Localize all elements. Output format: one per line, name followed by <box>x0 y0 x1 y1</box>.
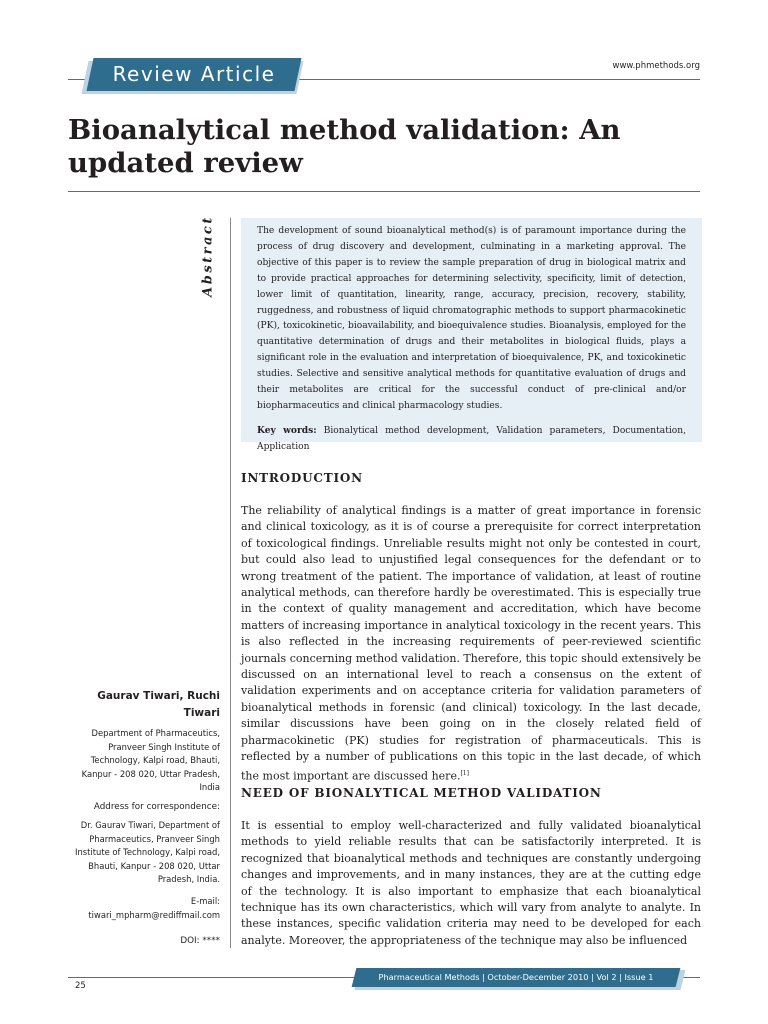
correspondence-address: Dr. Gaurav Tiwari, Department of Pharmaceutics, Pranveer Singh Institute of Technology, Kalpi road, Bhauti, Kanpur - 208 020, Uttar Pradesh, India. <box>74 820 220 884</box>
need-heading: NEED OF BIONALYTICAL METHOD VALIDATION <box>241 786 602 800</box>
article-title: Bioanalytical method validation: An updated review <box>68 114 621 179</box>
author-email[interactable]: E-mail: tiwari_mpharm@rediffmail.com <box>88 896 220 920</box>
page-number: 25 <box>75 981 86 991</box>
author-names: Gaurav Tiwari, Ruchi Tiwari <box>97 690 220 719</box>
title-rule <box>68 191 700 192</box>
abstract-box <box>241 218 702 452</box>
section-label: Review Article <box>112 62 276 86</box>
journal-footer: Pharmaceutical Methods | October-December 2010 | Vol 2 | Issue 1 <box>378 972 654 982</box>
abstract-label <box>193 215 223 297</box>
keywords <box>257 423 686 456</box>
need-paragraph: It is essential to employ well-characterized and fully validated bioanalytical methods to yield reliable results that can be satisfactorily interpreted. It is recognized that bioanalytical methods and techniques are constantly undergoing changes and improvements, and in many instances, they are at the cutting edge of the technology. It is also important to emphasize that each bioanalytical technique has its own characteristics, which will vary from analyte to analyte. In these instances, specific validation criteria may need to be developed for each analyte. Moreover, the appropriateness of the technique may also be influenced <box>241 819 701 947</box>
abstract-text: The development of sound bioanalytical method(s) is of paramount importance during the process of drug discovery and development, culminating in a marketing approval. The objective of this paper is to review the sample preparation of drug in biological matrix and to provide practical approaches for determining selectivity, specificity, limit of detection, lower limit of quantitation, linearity, range, accuracy, precision, recovery, stability, ruggedness, and robustness of liquid chromatographic methods to support pharmacokinetic (PK), toxicokinetic, bioavailability, and bioequivalence studies. Bioanalysis, employed for the quantitative determination of drugs and their metabolites in biological fluids, plays a significant role in the evaluation and interpretation of bioequivalence, PK, and toxicokinetic studies. Selective and sensitive analytical methods for quantitative evaluation of drugs and their metabolites are critical for the successful conduct of pre-clinical and/or biopharmaceutics and clinical pharmacology studies. <box>257 226 686 411</box>
introduction-text: The reliability of analytical findings is a matter of great importance in forensic and clinical toxicology, as it is of course a prerequisite for correct interpretation of toxicological findings. Unreliable results might not only be contested in court, but could also lead to unjustified legal consequences for the defendant or to wrong treatment of the patient. The importance of validation, at least of routine analytical methods, can therefore hardly be overestimated. This is especially true in the context of quality management and accreditation, which have become matters of increasing importance in analytical toxicology in the recent years. This is also reflected in the increasing requirements of peer-reviewed scientific journals concerning method validation. Therefore, this topic should extensively be discussed on an international level to reach a consensus on the extent of validation experiments and on acceptance criteria for validation parameters of bioanalytical methods in forensic (and clinical) toxicology. In the last decade, similar discussions have been going on in the closely related field of pharmacokinetic (PK) studies for registration of pharmaceuticals. This is reflected by a number of publications on this topic in the last decade, of which the most important are discussed here. <box>241 504 701 783</box>
abstract-label-text: Abstract <box>200 215 216 297</box>
introduction-paragraph <box>241 503 701 785</box>
citation-link[interactable]: [1] <box>460 769 469 777</box>
author-affiliation: Department of Pharmaceutics, Pranveer Singh Institute of Technology, Kalpi road, Bhauti, Kanpur - 208 020, Uttar Pradesh, India <box>81 728 220 792</box>
journal-url[interactable]: www.phmethods.org <box>612 61 700 71</box>
keywords-text: Bionalytical method development, Validation parameters, Documentation, Application <box>257 425 686 452</box>
column-divider <box>230 218 231 948</box>
introduction-heading: INTRODUCTION <box>241 471 363 485</box>
keywords-label: Key words: <box>257 424 317 436</box>
doi: DOI: **** <box>180 936 220 946</box>
correspondence-label: Address for correspondence: <box>93 802 220 812</box>
